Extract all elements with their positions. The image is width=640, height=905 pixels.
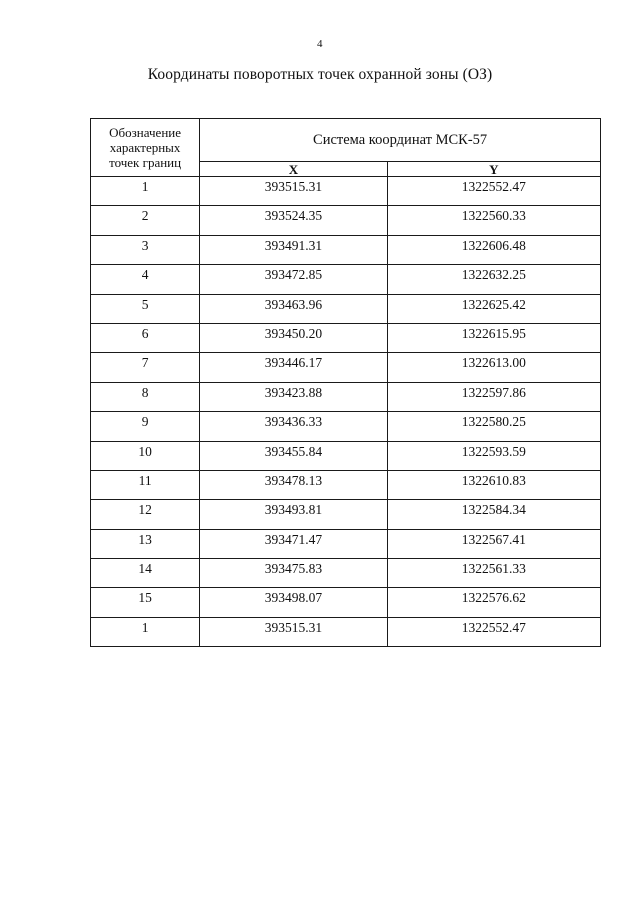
y-cell: 1322567.41: [387, 529, 600, 558]
header-x: X: [200, 162, 387, 177]
table-row: [91, 323, 601, 352]
point-cell: 5: [91, 294, 200, 323]
table-row: [91, 617, 601, 646]
y-cell: 1322606.48: [387, 235, 600, 264]
y-cell: 1322625.42: [387, 294, 600, 323]
x-cell: 393478.13: [200, 470, 387, 499]
x-cell: 393491.31: [200, 235, 387, 264]
page-number: 4: [317, 38, 323, 50]
point-cell: 11: [91, 470, 200, 499]
x-cell: 393524.35: [200, 206, 387, 235]
y-cell: 1322613.00: [387, 353, 600, 382]
y-cell: 1322593.59: [387, 441, 600, 470]
y-cell: 1322552.47: [387, 177, 600, 206]
y-cell: 1322632.25: [387, 265, 600, 294]
y-cell: 1322552.47: [387, 617, 600, 646]
table-row: [91, 206, 601, 235]
point-cell: 12: [91, 500, 200, 529]
x-cell: 393423.88: [200, 382, 387, 411]
x-cell: 393446.17: [200, 353, 387, 382]
table-row: [91, 294, 601, 323]
point-cell: 8: [91, 382, 200, 411]
table-row: [91, 412, 601, 441]
point-cell: 13: [91, 529, 200, 558]
point-cell: 1: [91, 177, 200, 206]
x-cell: 393471.47: [200, 529, 387, 558]
table-row: [91, 559, 601, 588]
point-cell: 1: [91, 617, 200, 646]
table-row: [91, 500, 601, 529]
table-row: [91, 441, 601, 470]
point-cell: 4: [91, 265, 200, 294]
x-cell: 393450.20: [200, 323, 387, 352]
y-cell: 1322584.34: [387, 500, 600, 529]
header-point-designation: [91, 119, 200, 177]
table-row: [91, 353, 601, 382]
x-cell: 393436.33: [200, 412, 387, 441]
x-cell: 393463.96: [200, 294, 387, 323]
y-cell: 1322615.95: [387, 323, 600, 352]
x-cell: 393515.31: [200, 177, 387, 206]
x-cell: 393455.84: [200, 441, 387, 470]
header-point-line-1: Обозначение: [109, 125, 182, 140]
point-cell: 15: [91, 588, 200, 617]
header-point-line-2: характерных: [109, 140, 181, 155]
y-cell: 1322560.33: [387, 206, 600, 235]
point-cell: 9: [91, 412, 200, 441]
point-cell: 6: [91, 323, 200, 352]
table-row: [91, 588, 601, 617]
table-row: [91, 235, 601, 264]
header-point-line-3: точек границ: [109, 155, 182, 170]
table-row: [91, 382, 601, 411]
table-body: [91, 177, 601, 647]
y-cell: 1322610.83: [387, 470, 600, 499]
x-cell: 393475.83: [200, 559, 387, 588]
y-cell: 1322561.33: [387, 559, 600, 588]
table-row: [91, 265, 601, 294]
table-row: [91, 177, 601, 206]
y-cell: 1322597.86: [387, 382, 600, 411]
x-cell: 393498.07: [200, 588, 387, 617]
point-cell: 10: [91, 441, 200, 470]
point-cell: 3: [91, 235, 200, 264]
y-cell: 1322580.25: [387, 412, 600, 441]
x-cell: 393472.85: [200, 265, 387, 294]
y-cell: 1322576.62: [387, 588, 600, 617]
document-title: Координаты поворотных точек охранной зоны (ОЗ): [147, 66, 493, 83]
x-cell: 393493.81: [200, 500, 387, 529]
coordinates-table: [90, 118, 601, 647]
table-row: [91, 470, 601, 499]
point-cell: 7: [91, 353, 200, 382]
point-cell: 2: [91, 206, 200, 235]
header-coordinate-system: Система координат МСК-57: [200, 119, 601, 162]
point-cell: 14: [91, 559, 200, 588]
table-row: [91, 529, 601, 558]
x-cell: 393515.31: [200, 617, 387, 646]
header-y: Y: [387, 162, 600, 177]
